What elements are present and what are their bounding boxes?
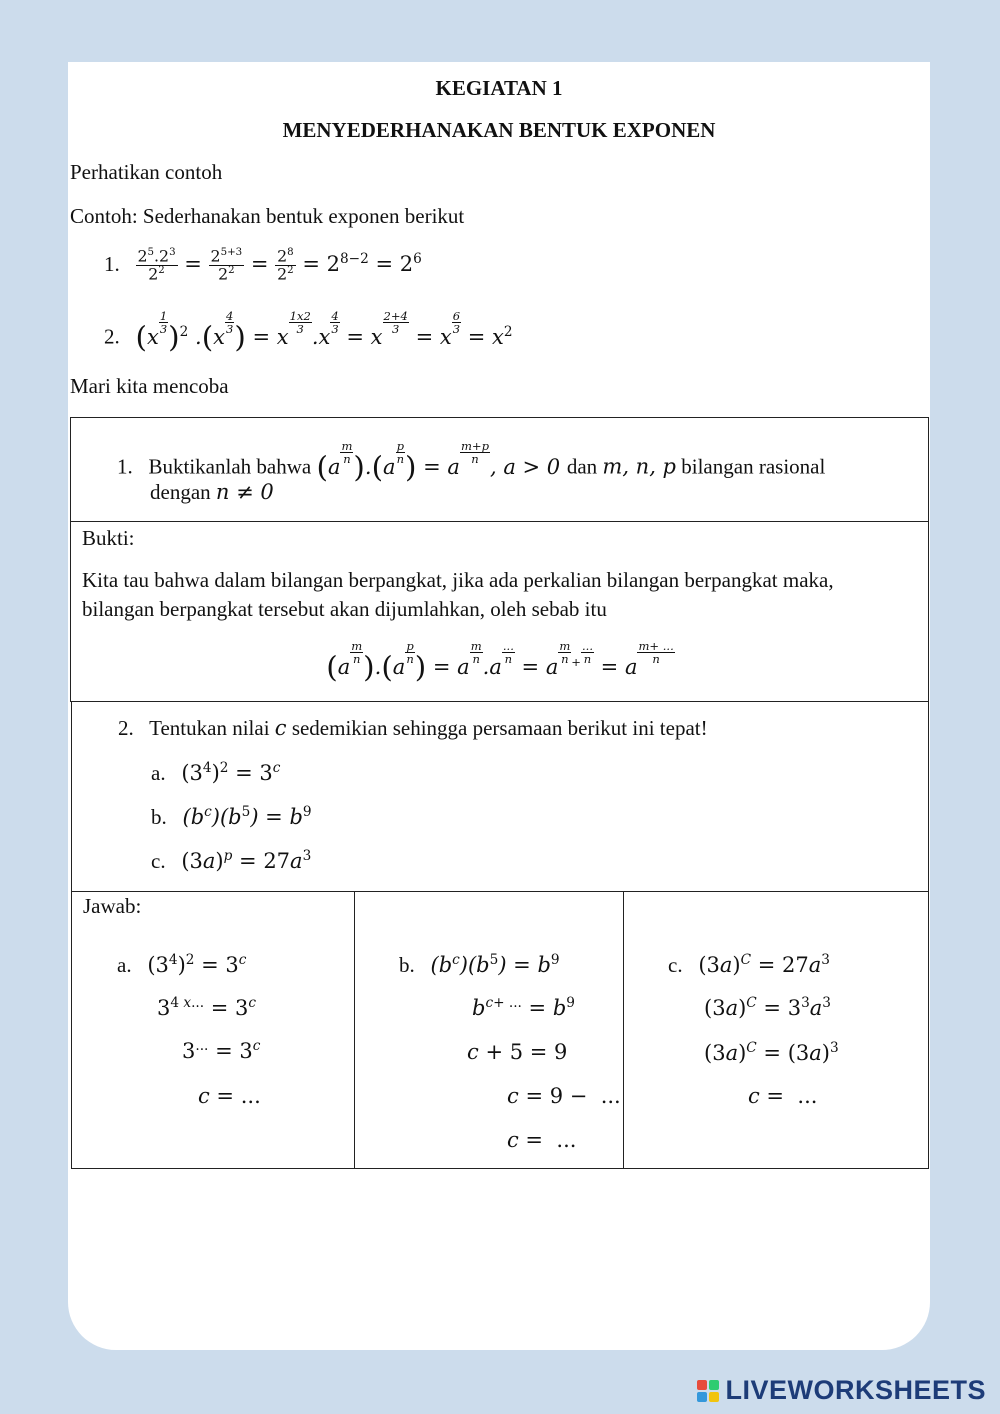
answer-a-label: a. <box>117 953 132 977</box>
answer-b-line-3: c + 5 = 9 <box>467 1040 568 1064</box>
task2-item-b-label: b. <box>151 805 167 829</box>
task1-text-mid: dan <box>566 454 598 479</box>
page-subtitle: MENYEDERHANAKAN BENTUK EXPONEN <box>282 118 716 142</box>
task1-text-end: bilangan rasional <box>681 454 826 479</box>
answer-b-label: b. <box>399 953 415 977</box>
logo-mark-icon <box>697 1380 719 1402</box>
answer-c-label: c. <box>668 953 683 977</box>
proof-equation: (a $\frac{m}{n}$ ).(a $\frac{p}{n}$ ) = a $\frac{m}{n}$ .a $\frac{...}{n}$ = a $\frac{m}{n}$ + $\frac{...}{n}$ = a $\frac{m+ ...}{n}$ <box>326 639 674 684</box>
intro-contoh: Contoh: Sederhanakan bentuk exponen berikut <box>70 204 465 228</box>
task2-item-a: a. $(3^4)^2 = 3^c$ <box>151 760 281 785</box>
task2-statement: 2. Tentukan nilai c sedemikian sehingga persamaan berikut ini tepat! <box>118 716 708 740</box>
task2-box <box>71 701 929 892</box>
page-title: KEGIATAN 1 <box>435 76 563 100</box>
answer-c-line-3: $(3a)^C = (3a)^3$ <box>704 1040 839 1065</box>
task2-item-a-label: a. <box>151 761 166 785</box>
task1-box <box>70 417 929 522</box>
answer-a-line-2: $3^{4 x...} = 3^c$ <box>157 995 257 1020</box>
logo-text: LIVEWORKSHEETS <box>725 1375 986 1405</box>
worksheet-page <box>68 62 930 1350</box>
task1-text-start: Buktikanlah bahwa <box>148 454 312 479</box>
answer-label: Jawab: <box>83 894 142 918</box>
task2-text-end: sedemikian sehingga persamaan berikut ini tepat! <box>291 716 708 740</box>
answer-a-line-4: c = ... <box>198 1084 261 1108</box>
intro-mari: Mari kita mencoba <box>70 374 229 398</box>
example-2-number: 2. <box>104 324 120 349</box>
answer-c-line-1: c. $(3a)^C = 27a^3$ <box>668 952 830 977</box>
answer-b-line-4: c = 9 − ... <box>507 1084 621 1108</box>
proof-line-2: bilangan berpangkat tersebut akan dijumlahkan, oleh sebab itu <box>82 597 607 621</box>
task2-text-start: Tentukan nilai <box>149 716 270 740</box>
task1-condition: dengan n ≠ 0 <box>150 480 274 504</box>
answer-cell-c <box>623 891 929 1169</box>
example-2: 2. (x $\frac{1}{3}$ )$^2$ .(x $\frac{4}{3}$ ) = x $\frac{1x2}{3}$ .x $\frac{4}{3}$ = x $\frac{2+4}{3}$ = x $\frac{6}{3}$ = $x^2$ <box>104 309 513 354</box>
answer-c-line-2: $(3a)^C = 3^3a^3$ <box>704 995 831 1020</box>
liveworksheets-logo[interactable] <box>697 1375 986 1406</box>
answer-c-line-4: c = ... <box>748 1084 818 1108</box>
task2-number: 2. <box>118 716 134 740</box>
task1-number: 1. <box>117 454 133 479</box>
answer-b-line-5: c = ... <box>507 1128 577 1152</box>
answer-b-line-2: $b^{c+ ...} = b^9$ <box>472 995 575 1020</box>
task1-statement: 1. Buktikanlah bahwa (a $\frac{m}{n}$ ).(a $\frac{p}{n}$ ) = a $\frac{m+p}{n}$ , a > 0 dan m, n, p bilangan rasional <box>117 439 826 484</box>
task2-item-b: b. $(b^c)(b^5) = b^9$ <box>151 804 312 829</box>
task2-item-c-label: c. <box>151 849 166 873</box>
answer-cell-a <box>71 891 355 1169</box>
example-1-number: 1. <box>104 251 120 276</box>
proof-line-1: Kita tau bahwa dalam bilangan berpangkat, jika ada perkalian bilangan berpangkat maka, <box>82 568 834 592</box>
task2-item-c: c. $(3a)^p = 27a^3$ <box>151 848 312 873</box>
proof-box <box>70 521 929 702</box>
task1-line2: dengan <box>150 480 211 504</box>
answer-cell-b <box>354 891 624 1169</box>
answer-a-line-3: $3^{...} = 3^c$ <box>182 1038 261 1063</box>
answer-a-line-1: a. $(3^4)^2 = 3^c$ <box>117 952 247 977</box>
intro-perhatikan: Perhatikan contoh <box>70 160 223 184</box>
example-1: 1. $\frac{2^5.2^3}{2^2}$ = $\frac{2^{5+3}}{2^2}$ = $\frac{2^8}{2^2}$ = $2^{8-2} = 2^6$ <box>104 246 422 284</box>
answer-b-line-1: b. $(b^c)(b^5) = b^9$ <box>399 952 560 977</box>
proof-label: Bukti: <box>82 526 135 550</box>
